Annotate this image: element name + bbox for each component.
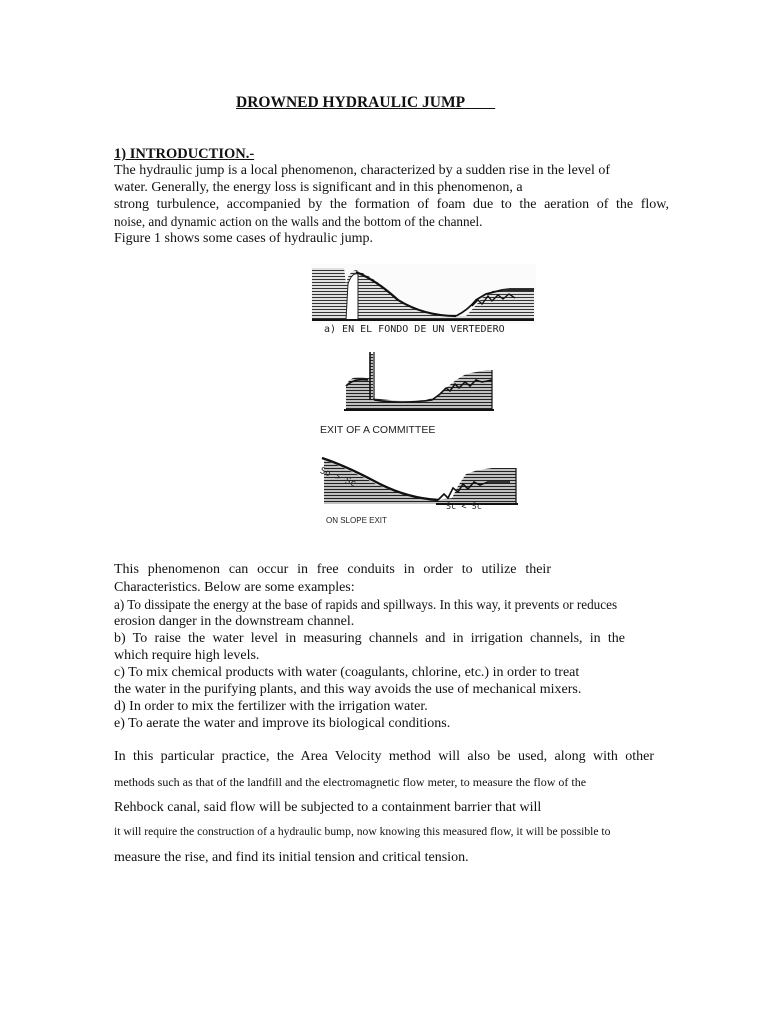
practice-line: measure the rise, and find its initial tension and critical tension.	[114, 850, 469, 865]
uses-line: a) To dissipate the energy at the base of rapids and spillways. In this way, it prevents or reduces	[114, 597, 618, 612]
intro-line: strong turbulence, accompanied by the formation of foam due to the aeration of the flow,	[114, 197, 669, 212]
section-heading: 1) INTRODUCTION.-	[114, 146, 255, 162]
uses-line: d) In order to mix the fertilizer with the irrigation water.	[114, 699, 428, 714]
figure-caption-c: ON SLOPE EXIT	[326, 516, 387, 525]
practice-line: it will require the construction of a hydraulic bump, now knowing this measured flow, it will be possible to	[114, 825, 611, 838]
uses-line: erosion danger in the downstream channel.	[114, 614, 355, 629]
sketch-sluice-exit	[344, 352, 494, 410]
document-title: DROWNED HYDRAULIC JUMP	[236, 94, 465, 111]
intro-line: The hydraulic jump is a local phenomenon, characterized by a sudden rise in the level of	[114, 163, 611, 178]
sketch-weir-base	[311, 264, 536, 324]
slope-label-s0: So > Sc	[318, 466, 358, 490]
figure-caption-b: EXIT OF A COMMITTEE	[320, 424, 436, 436]
uses-line: This phenomenon can occur in free conduits in order to utilize their	[114, 562, 551, 577]
uses-line: c) To mix chemical products with water (coagulants, chlorine, etc.) in order to treat	[114, 665, 580, 680]
uses-line: b) To raise the water level in measuring channels and in irrigation channels, in the	[114, 631, 625, 646]
slope-label-s1: Sc < Sc	[446, 502, 482, 512]
intro-line: noise, and dynamic action on the walls and the bottom of the channel.	[114, 214, 483, 229]
uses-line: which require high levels.	[114, 648, 260, 663]
uses-line: Characteristics. Below are some examples:	[114, 580, 355, 595]
practice-line: Rehbock canal, said flow will be subjected to a containment barrier that will	[114, 800, 542, 815]
intro-line: water. Generally, the energy loss is significant and in this phenomenon, a	[114, 180, 523, 195]
hydraulic-jump-sketches	[306, 260, 538, 532]
practice-line: In this particular practice, the Area Velocity method will also be used, along with other	[114, 749, 654, 764]
uses-line: e) To aerate the water and improve its biological conditions.	[114, 716, 451, 731]
figure-hydraulic-jump	[306, 260, 538, 532]
intro-line: Figure 1 shows some cases of hydraulic jump.	[114, 231, 373, 246]
practice-line: methods such as that of the landfill and the electromagnetic flow meter, to measure the flow of the	[114, 775, 587, 789]
figure-caption-a: a) EN EL FONDO DE UN VERTEDERO	[324, 324, 505, 335]
uses-line: the water in the purifying plants, and this way avoids the use of mechanical mixers.	[114, 682, 582, 697]
